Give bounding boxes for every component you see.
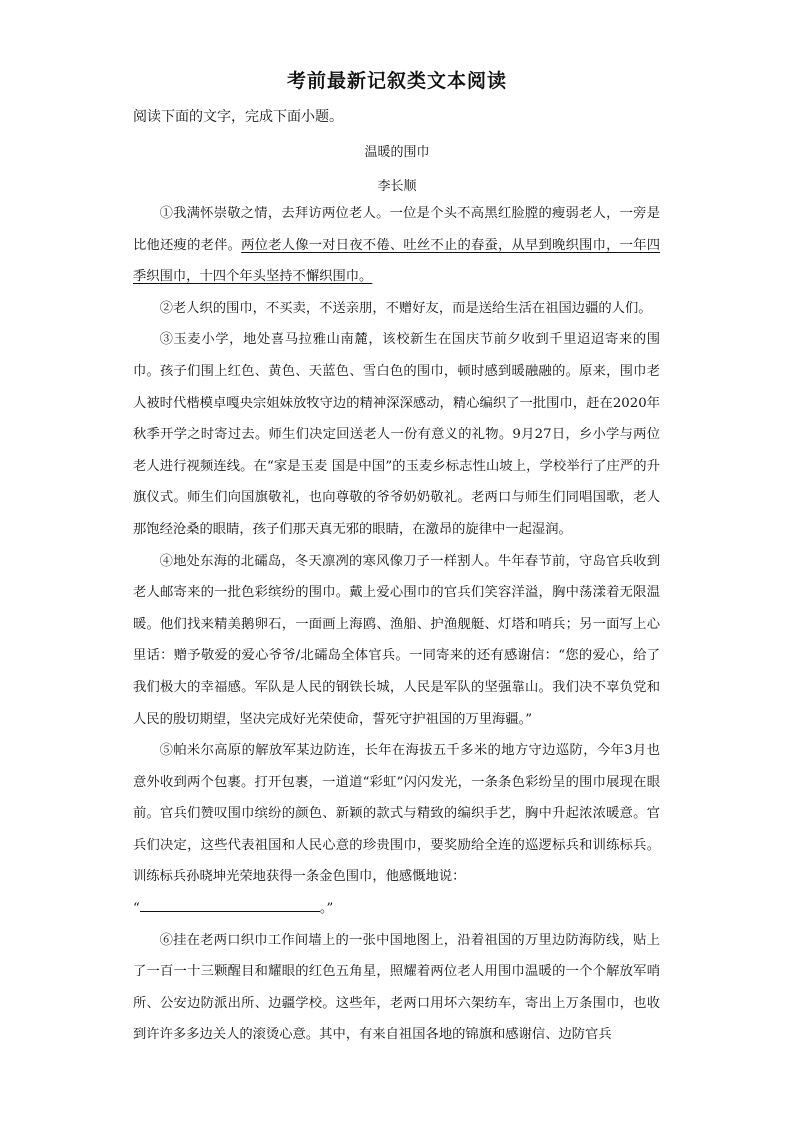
reading-instruction: 阅读下面的文字，完成下面小题。 [133, 109, 343, 125]
page-title: 考前最新记叙类文本阅读 [286, 70, 507, 92]
underlined-sentence: 两位老人像一对日夜不倦、吐丝不止的春蚕，从早到晚织围巾，一年四季织围巾，十四个年头坚持不懈织围巾。 [133, 237, 661, 285]
article-title: 温暖的围巾 [364, 145, 430, 160]
paragraph-5: ⑤帕米尔高原的解放军某边防连，长年在海拔五千多米的地方守边巡防，今年3月也意外收到两个包裹。打开包裹，一道道“彩虹”闪闪发光，一条条色彩纷呈的围巾展现在眼前。官兵们赞叹围巾缤纷的颜色、新颖的款式与精致的编织手艺，胸中升起浓浓暖意。官兵们决定，这些代表祖国和人民心意的珍贵围巾，要奖励给全连的巡逻标兵和训练标兵。训练标兵孙晓坤光荣地获得一条金色围巾，他感慨地说： [133, 743, 660, 885]
paragraph-3: ③玉麦小学，地处喜马拉雅山南麓，该校新生在国庆节前夕收到千里迢迢寄来的围巾。孩子们围上红色、黄色、天蓝色、雪白色的围巾，顿时感到暖融融的。原来，围巾老人被时代楷模卓嘎央宗姐妹放牧守边的精神深深感动，精心编织了一批围巾，赶在2020年秋季开学之时寄过去。师生们决定回送老人一份有意义的礼物。9月27日，乡小学与两位老人进行视频连线。在“家是玉麦 国是中国”的玉麦乡标志性山坡上，学校举行了庄严的升旗仪式。师生们向国旗敬礼，也向尊敬的爷爷奶奶敬礼。老两口与师生们同唱国歌，老人那饱经沧桑的眼睛，孩子们那天真无邪的眼睛，在激昂的旋律中一起湿润。 [133, 332, 660, 537]
fill-in-blank-line [133, 893, 660, 925]
article-author: 李长顺 [377, 179, 417, 194]
open-quote: “ [133, 901, 140, 917]
close-quote: 。” [319, 901, 334, 917]
answer-blank[interactable] [140, 897, 320, 912]
paragraph-2: ②老人织的围巾，不买卖，不送亲朋，不赠好友，而是送给生活在祖国边疆的人们。 [159, 300, 652, 316]
paragraph-4: ④地处东海的北礵岛，冬天凛冽的寒风像刀子一样割人。牛年春节前，守岛官兵收到老人邮寄来的一批色彩缤纷的围巾。戴上爱心围巾的官兵们笑容洋溢，胸中荡漾着无限温暖。他们找来精美鹅卵石，一面画上海鸥、渔船、护渔舰艇、灯塔和哨兵；另一面写上心里话：赠予敬爱的爱心爷爷/北礵岛全体官兵。一同寄来的还有感谢信：“您的爱心，给了我们极大的幸福感。军队是人民的钢铁长城，人民是军队的坚强靠山。我们决不辜负党和人民的殷切期望，坚决完成好光荣使命，誓死守护祖国的万里海疆。” [133, 553, 660, 727]
paragraph-1 [133, 198, 660, 293]
article-body [133, 198, 660, 1051]
paragraph-1-text: ①我满怀崇敬之情，去拜访两位老人。一位是个头不高黑红脸膛的瘦弱老人，一旁是比他还瘦的老伴。 [133, 206, 660, 253]
paragraph-6: ⑥挂在老两口织巾工作间墙上的一张中国地图上，沿着祖国的万里边防海防线，贴上了一百一十三颗醒目和耀眼的红色五角星，照耀着两位老人用围巾温暖的一个个解放军哨所、公安边防派出所、边疆学校。这些年，老两口用坏六架纺车，寄出上万条围巾，也收到许许多多边关人的滚烫心意。其中，有来自祖国各地的锦旗和感谢信、边防官兵 [133, 932, 660, 1043]
